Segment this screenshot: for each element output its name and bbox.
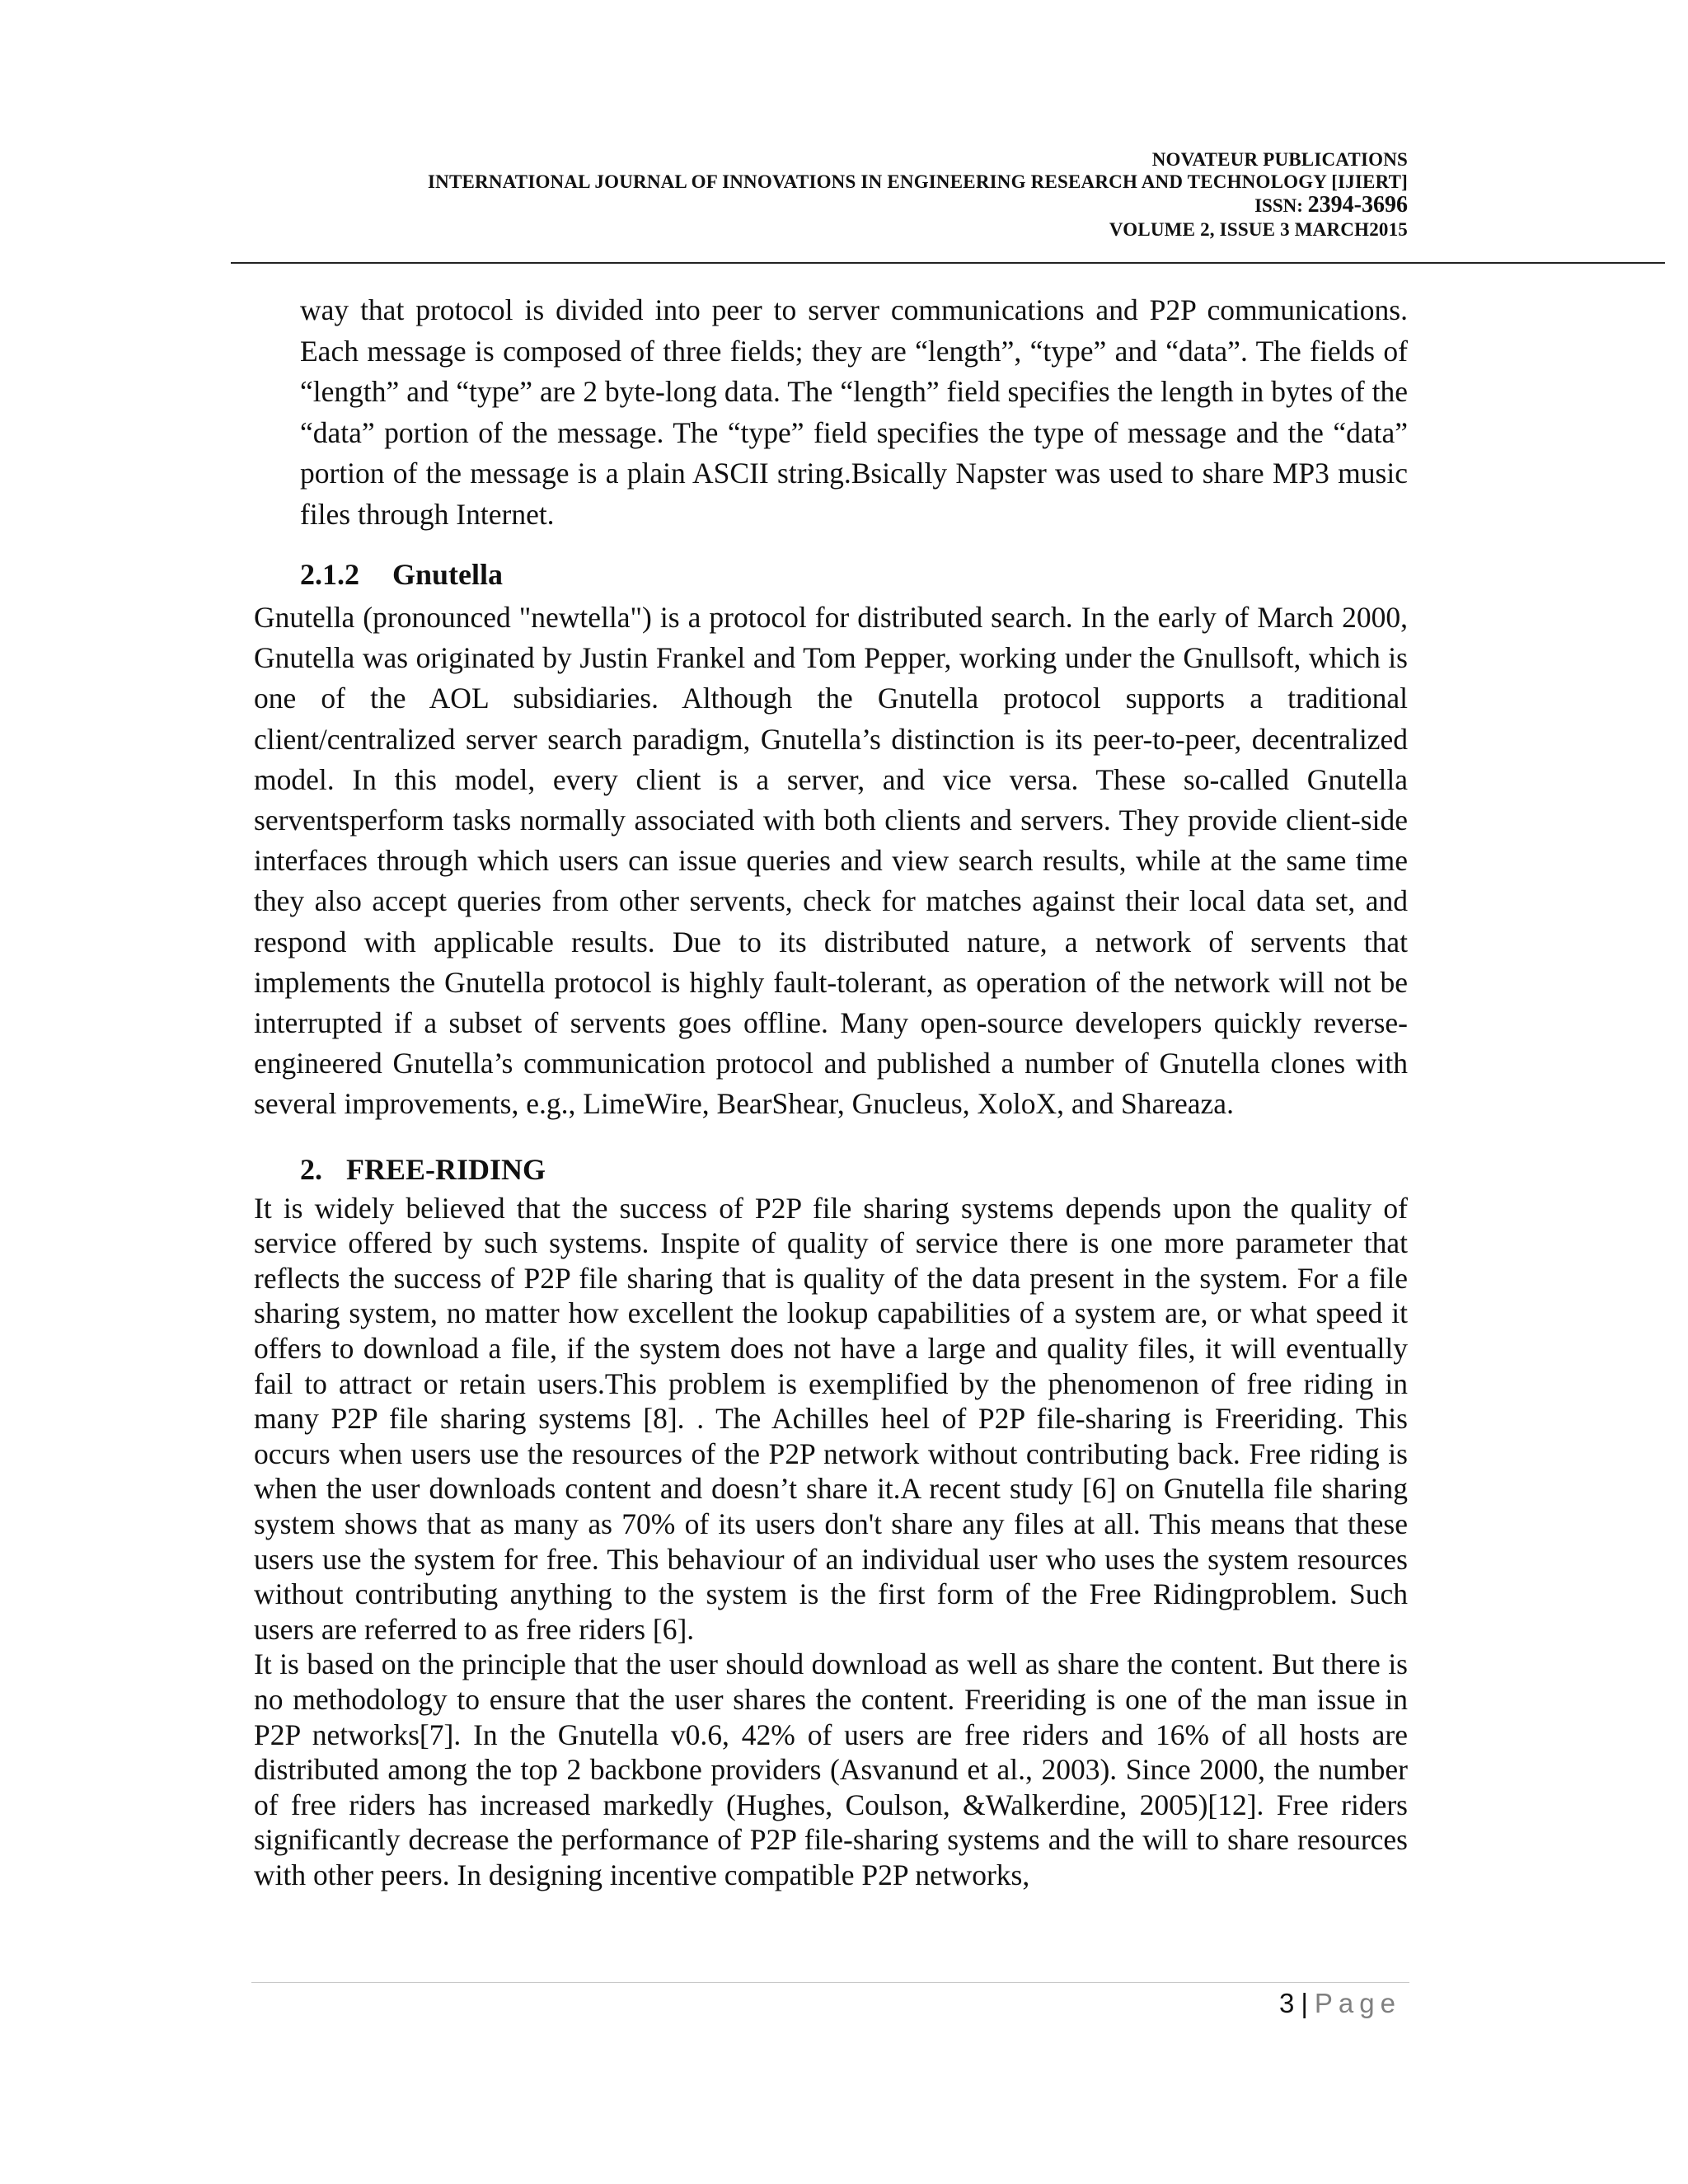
page-body xyxy=(254,290,1408,1893)
gnutella-section-number: 2.1.2 xyxy=(300,558,359,591)
footer-separator: | xyxy=(1301,1988,1308,2018)
page-number: 3 xyxy=(1278,1988,1295,2018)
footer-divider xyxy=(251,1982,1409,1983)
free-riding-section-number: 2. xyxy=(300,1152,322,1186)
publisher-name: NOVATEUR PUBLICATIONS xyxy=(1151,149,1408,170)
page-label: Page xyxy=(1314,1988,1401,2018)
free-riding-paragraph-2: It is based on the principle that the user should download as well as share the content. But there is no methodology to ensure that the user shares the content. Freeriding is one of the man issue in P2P networks[7]. In the Gnutella v0.6, 42% of users are free riders and 16% of all hosts are distributed among the top 2 backbone providers (Asvanund et al., 2003). Since 2000, the number of free riders has increased markedly (Hughes, Coulson, &Walkerdine, 2005)[12]. Free riders significantly decrease the performance of P2P file-sharing systems and the will to share resources with other peers. In designing incentive compatible P2P networks, xyxy=(254,1647,1408,1891)
journal-name: INTERNATIONAL JOURNAL OF INNOVATIONS IN ENGINEERING RESEARCH AND TECHNOLOGY [IJIERT] xyxy=(428,171,1408,192)
volume-line: VOLUME 2, ISSUE 3 MARCH2015 xyxy=(1109,219,1408,240)
issn-number: 2394-3696 xyxy=(1307,192,1408,218)
free-riding-paragraph-1: It is widely believed that the success of P2P file sharing systems depends upon the quality of service offered by such systems. Inspite of quality of service there is one more parameter that reflects the success of P2P file sharing that is quality of the data present in the system. For a file sharing system, no matter how excellent the lookup capabilities of a system are, or what speed it offers to download a file, if the system does not have a large and quality files, it will eventually fail to attract or retain users.This problem is exemplified by the phenomenon of free riding in many P2P file sharing systems [8]. . The Achilles heel of P2P file-sharing is Freeriding. This occurs when users use the resources of the P2P network without contributing back. Free riding is when the user downloads content and doesn’t share it.A recent study [6] on Gnutella file sharing system shows that as many as 70% of its users don't share any files at all. This means that these users use the system for free. This behaviour of an individual user who uses the system resources without contributing anything to the system is the first form of the Free Ridingproblem. Such users are referred to as free riders [6]. xyxy=(254,1191,1408,1646)
gnutella-heading xyxy=(300,555,1408,594)
gnutella-paragraph: Gnutella (pronounced "newtella") is a protocol for distributed search. In the early of March 2000, Gnutella was originated by Justin Frankel and Tom Pepper, working under the Gnullsoft, which is one of the AOL subsidiaries. Although the Gnutella protocol supports a traditional client/centralized server search paradigm, Gnutella’s distinction is its peer-to-peer, decentralized model. In this model, every client is a server, and vice versa. These so-called Gnutella serventsperform tasks normally associated with both clients and servers. They provide client-side interfaces through which users can issue queries and view search results, while at the same time they also accept queries from other servents, check for matches against their local data set, and respond with applicable results. Due to its distributed nature, a network of servents that implements the Gnutella protocol is highly fault-tolerant, as operation of the network will not be interrupted if a subset of servents goes offline. Many open-source developers quickly reverse-engineered Gnutella’s communication protocol and published a number of Gnutella clones with several improvements, e.g., LimeWire, BearShear, Gnucleus, XoloX, and Shareaza. xyxy=(254,601,1408,1121)
running-header xyxy=(7,148,1408,241)
issn-label: ISSN: xyxy=(1254,195,1308,216)
header-divider xyxy=(231,262,1665,264)
intro-paragraph: way that protocol is divided into peer to server communications and P2P communications. Each message is composed of three fields; they are “length”, “type” and “data”. The fields of “length” and “type” are 2 byte-long data. The “length” field specifies the length in bytes of the “data” portion of the message. The “type” field specifies the type of message and the “data” portion of the message is a plain ASCII string.Bsically Napster was used to share MP3 music files through Internet. xyxy=(300,293,1408,531)
gnutella-section-title: Gnutella xyxy=(392,558,504,591)
free-riding-section-title: FREE-RIDING xyxy=(346,1152,546,1186)
page-footer xyxy=(1279,1988,1401,2019)
free-riding-heading xyxy=(300,1150,1408,1189)
issn-line xyxy=(7,193,1408,218)
